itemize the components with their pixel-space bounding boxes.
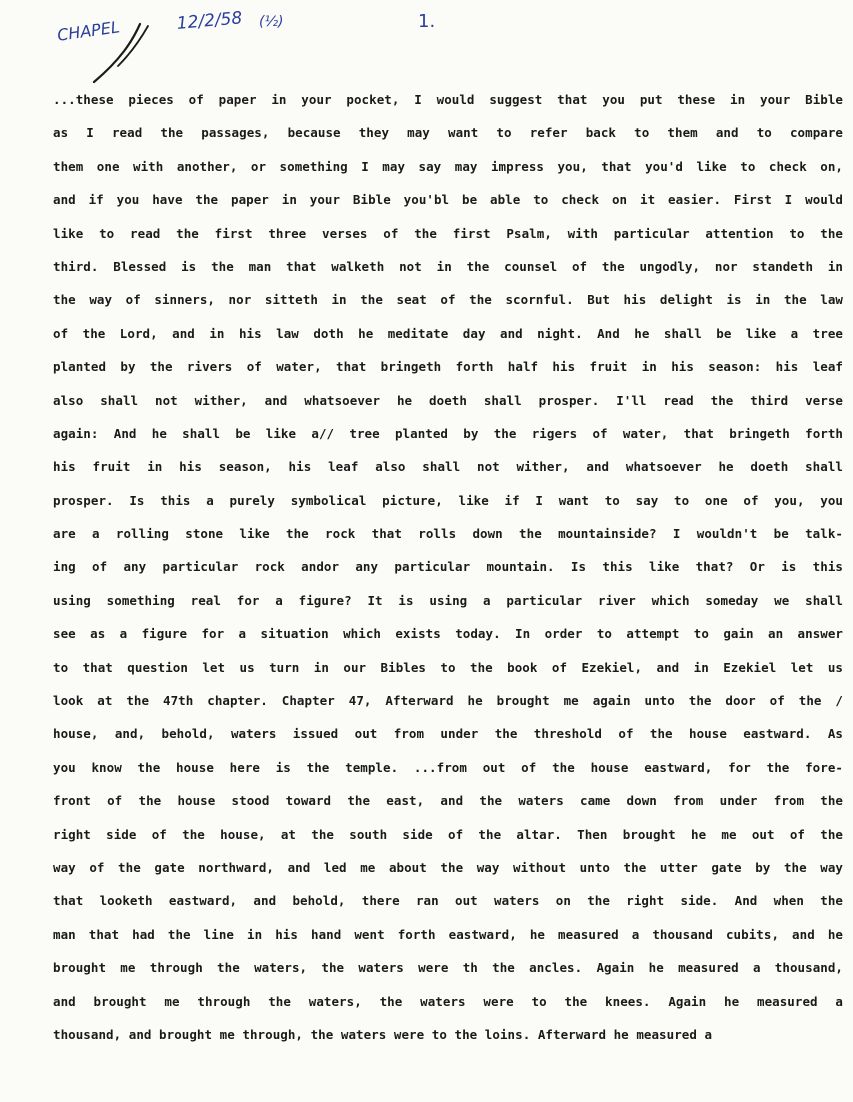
text-line: like to read the first three verses of the first Psalm, with particular attention to the — [53, 225, 843, 241]
text-line: third. Blessed is the man that walketh not in the counsel of the ungodly, nor standeth in — [53, 258, 843, 274]
text-line: that looketh eastward, and behold, there ran out waters on the right side. And when the — [53, 893, 843, 909]
text-line: brought me through the waters, the waters were th the ancles. Again he measured a thousand, — [53, 960, 843, 976]
text-line: look at the 47th chapter. Chapter 47, Afterward he brought me again unto the door of the / — [53, 693, 843, 709]
text-line: to that question let us turn in our Bibles to the book of Ezekiel, and in Ezekiel let us — [53, 659, 843, 675]
text-line: you know the house here is the temple. ...from out of the house eastward, for the fore- — [53, 759, 843, 775]
text-line: as I read the passages, because they may want to refer back to them and to compare — [53, 125, 843, 141]
text-line: way of the gate northward, and led me about the way without unto the utter gate by the way — [53, 859, 843, 875]
text-line: prosper. Is this a purely symbolical picture, like if I want to say to one of you, you — [53, 492, 843, 508]
text-line: and if you have the paper in your Bible you'bl be able to check on it easier. First I would — [53, 192, 843, 208]
text-line: right side of the house, at the south side of the altar. Then brought he me out of the — [53, 826, 843, 842]
page-number: 1. — [418, 11, 436, 32]
text-line: the way of sinners, nor sitteth in the seat of the scornful. But his delight is in the law — [53, 292, 843, 308]
handwritten-chapel-note: CHAPEL — [56, 17, 121, 45]
text-line: planted by the rivers of water, that bringeth forth half his fruit in his season: his leaf — [53, 359, 843, 375]
text-line: them one with another, or something I may say may impress you, that you'd like to check on, — [53, 158, 843, 174]
text-line: ing of any particular rock andor any particular mountain. Is this like that? Or is this — [53, 559, 843, 575]
text-line: thousand, and brought me through, the waters were to the loins. Afterward he measured a — [53, 1026, 713, 1042]
text-line: again: And he shall be like a// tree planted by the rigers of water, that bringeth forth — [53, 425, 843, 441]
text-line: and brought me through the waters, the waters were to the knees. Again he measured a — [53, 993, 843, 1009]
handwritten-date: 12/2/58 — [176, 8, 244, 34]
text-line: also shall not wither, and whatsoever he doeth shall prosper. I'll read the third verse — [53, 392, 843, 408]
text-line: ...these pieces of paper in your pocket, I would suggest that you put these in your Bible — [53, 92, 843, 107]
text-line: front of the house stood toward the east, and the waters came down from under from the — [53, 793, 843, 809]
transcript-body — [53, 89, 843, 1057]
text-line: man that had the line in his hand went forth eastward, he measured a thousand cubits, and he — [53, 926, 843, 942]
text-line: see as a figure for a situation which exists today. In order to attempt to gain an answer — [53, 626, 843, 642]
text-line: of the Lord, and in his law doth he meditate day and night. And he shall be like a tree — [53, 325, 843, 341]
text-line: house, and, behold, waters issued out from under the threshold of the house eastward. As — [53, 726, 843, 742]
text-line: using something real for a figure? It is using a particular river which someday we shall — [53, 592, 843, 608]
handwritten-slash-mark — [80, 20, 170, 90]
text-line: his fruit in his season, his leaf also shall not wither, and whatsoever he doeth shall — [53, 459, 843, 475]
text-line: are a rolling stone like the rock that rolls down the mountainside? I wouldn't be talk- — [53, 526, 843, 542]
handwritten-part-note: (½) — [259, 14, 284, 30]
